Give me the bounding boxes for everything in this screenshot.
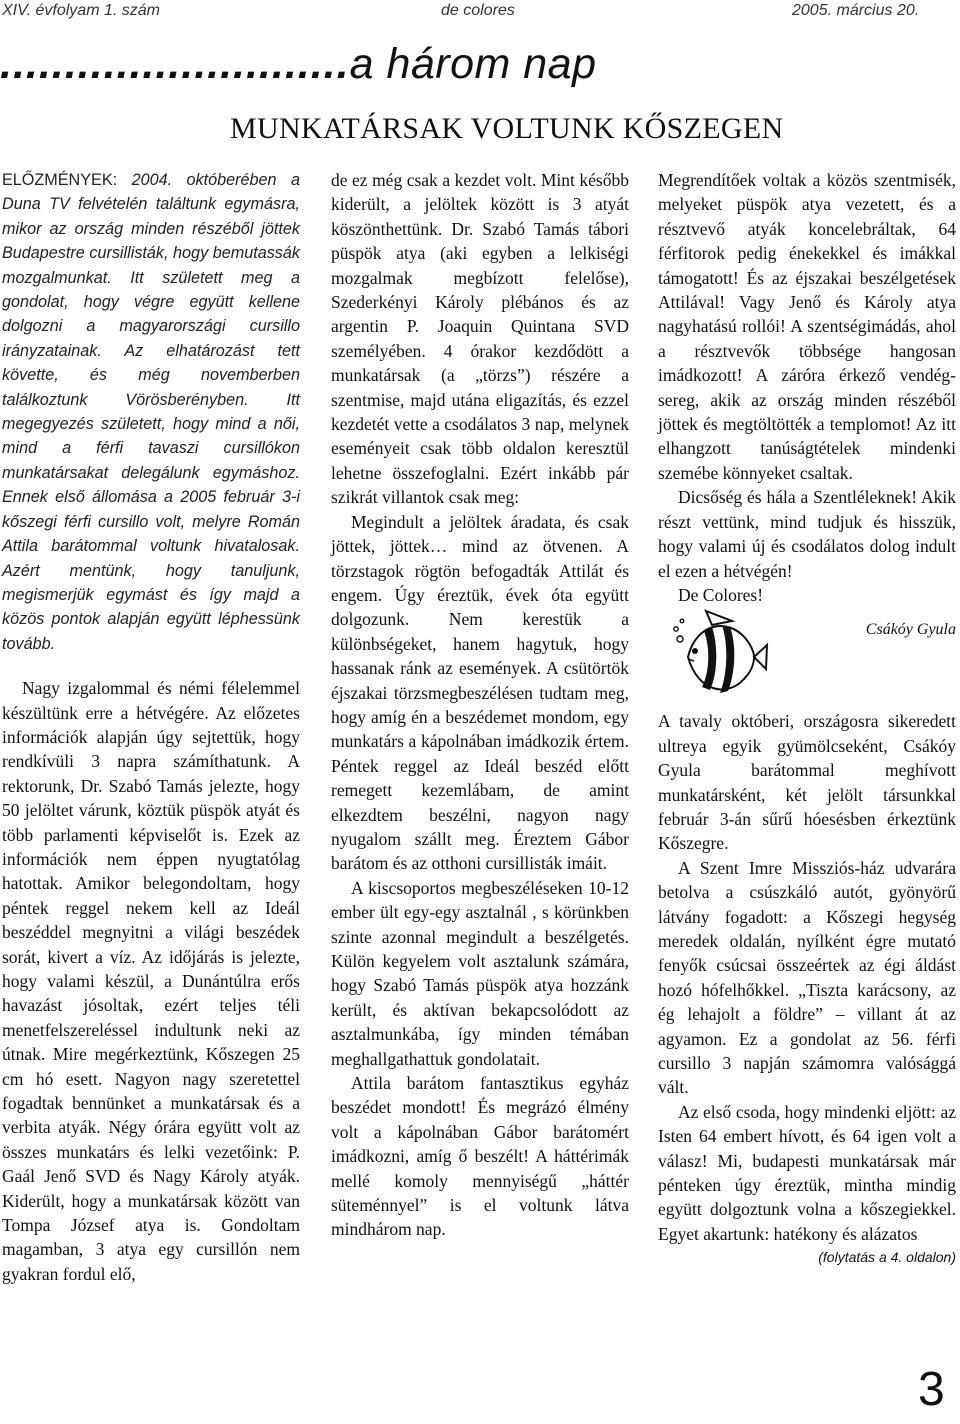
body-paragraph: Megrendítőek voltak a közös szentmisék, melyeket püspök atya vezetett, és a résztvevő atyák koncelebráltak, 64 férfitorok pedig énekekkel és imákkal támogatott! És az éjszakai beszélgetések Attilával! Vagy Jenő és Károly atya nagyhatású rollói! A szentségimádás, ahol a résztvevők többsége hangosan imádkozott! A záróra érkező vendég-sereg, akik az ország minden részéből jöttek és megtöltötték a templomot! Az itt elhangzott tanúságtételek mindenki szemébe könnyeket csaltak. bbox=[658, 170, 956, 483]
intro-text: 2004. októberében a Duna TV felvételén találtunk egymásra, mikor az ország minden részéből jöttek Budapestre cursillisták, hogy bemutassák mozgalmunkat. Itt született meg a gondolat, hogy végre együtt kellene dolgozni a magyarországi cursillo irányzatainak. Az elhatározást tett követte, és még novemberben találkoztunk Vörösberényben. Itt megegyezés született, hogy mind a női, mind a férfi tavaszi cursillókon munkatársakat delegálunk egymáshoz. Ennek első állomása a 2005 február 3-i kőszegi férfi cursillo volt, melyre Román Attila barátommal voltunk hivatalosak. Azért mentünk, hogy tanuljunk, megismerjük egymást és így majd a közös pontok alapján együtt léphessünk tovább. bbox=[2, 171, 300, 653]
issue-date: 2005. március 20. bbox=[792, 2, 920, 19]
publication-name: de colores bbox=[441, 2, 515, 19]
continued-note: (folytatás a 4. oldalon) bbox=[818, 1249, 956, 1266]
body-paragraph: Attila barátom fantasztikus egyház beszédet mondott! És megrázó élmény volt a kápolnában Gábor barátomért imádkozni, amíg ő beszélt! A háttérimák mellé komoly mennyiségű „háttér süteménnyel” is el voltunk látva mindhárom nap. bbox=[331, 1073, 629, 1240]
body-paragraph: A kiscsoportos megbeszéléseken 10-12 ember ült egy-egy asztalnál , s körünkben szinte azonnal megindult a beszélgetés. Külön kegyelem volt asztalunk számára, hogy Szabó Tamás püspök atya hozzánk került, és aktívan bekapcsolódott az asztalmunkába, így minden témában meghallgathattuk gondolatait. bbox=[331, 877, 629, 1069]
body-paragraph: Nagy izgalommal és némi félelemmel készültünk erre a hétvégére. Az előzetes információk alapján úgy sejtettük, hogy rendkívüli 3 napra számíthatunk. A rektorunk, Dr. Szabó Tamás jelezte, hogy 50 jelöltet várunk, köztük püspök atyát és több parlamenti képviselőt is. Ezek az információk nem éppen nyugtatólag hatottak. Amikor belegondoltam, hogy péntek reggel nekem kell az Ideál beszéddel megnyitni a világi beszédek sorát, kivert a víz. Az időjárás is jelezte, hogy valami készül, a Dunántúlra erős havazást jósoltak, ezért teljes téli menetfelszereléssel indultunk neki az útnak. Mire megérkeztünk, Kőszegen 25 cm hó esett. Nagyon nagy szeretettel fogadtak bennünket a munkatársak és a verbita atyák. Négy órára együtt volt az összes munkatárs és lelki vezetőink: P. Gaál Jenő SVD és Nagy Károly atyák. Kiderült, hogy a munkatársak között van Tompa József atya is. Gondoltam magamban, 3 atya egy cursillón nem gyakran fordul elő, bbox=[2, 678, 300, 1284]
signature-block bbox=[658, 607, 956, 709]
column-1 bbox=[2, 168, 300, 1286]
column-3 bbox=[658, 168, 956, 1268]
body-paragraph: A tavaly októberi, országosra sikeredett ultreya egyik gyümölcseként, Csákóy Gyula barátommal meghívott munkatársként, két jelölt társunkkal február 3-án sűrű hóesésben érkeztünk Kőszegre. bbox=[658, 711, 956, 854]
signature-name: Csákóy Gyula bbox=[865, 621, 956, 639]
fish-icon bbox=[670, 609, 770, 705]
section-kicker bbox=[0, 40, 955, 89]
page-number: 3 bbox=[918, 1363, 945, 1416]
body-paragraph: Megindult a jelöltek áradata, és csak jöttek, jöttek… mind az ötvenen. A törzstagok rögtön befogadták Attilát és engem. Úgy éreztük, évek óta együtt dolgozunk. Nem kerestük a különbségeket, hanem hagytuk, hogy hassanak ránk az események. A csütörtök éjszakai törzsmegbeszélésen tudtam meg, hogy amíg én a beszédemet mondom, egy munkatárs a kápolnában imádkozik értem. Péntek reggel az Ideál beszéd előtt remegett kezemlábam, de amint elkezdtem beszélni, nagyon nagy nyugalom szállt meg. Éreztem Gábor barátom és az otthoni cursillisták imáit. bbox=[331, 511, 629, 874]
body-paragraph: A Szent Imre Missziós-ház udvarára betolva a csúszkáló autót, gyönyörű látvány fogadott: a Kőszegi hegység meredek oldalán, nyílként égre mutató fenyők csúcsai összeértek az égi áldást hozó hófelhőkkel. „Tiszta karácsony, az ég lehajolt a földre” – villant át az agyamon. Ez a gondolat az 56. férfi cursillo 3 napján számomra valósággá vált. bbox=[658, 857, 956, 1098]
intro-label: ELŐZMÉNYEK: bbox=[2, 171, 118, 189]
issue-label: XIV. évfolyam 1. szám bbox=[2, 2, 160, 19]
body-paragraph: de ez még csak a kezdet volt. Mint később kiderült, a jelöltek között is 3 atyát köszönthettünk. Dr. Szabó Tamás tábori püspök atya (aki egyben a lelkiségi mozgalmak megbízott felelőse), Szederkényi Károly plébános és az argentin P. Joaquin Quintana SVD személyében. 4 órakor kezdődött a munkatársak (a „törzs”) részére a szentmise, majd utána eligazítás, és ezzel kezdetét vette a csodálatos 3 nap, melynek eseményeit csak több oldalon keresztül lehetne összefoglalni. Ezért inkább pár szikrát villantok csak meg: bbox=[331, 170, 629, 508]
body-paragraph: Dicsőség és hála a Szentléleknek! Akik részt vettünk, mind tudjuk és hisszük, hogy valami új és csodálatos dolog indult el ezen a hétvégén! bbox=[658, 487, 956, 581]
body-paragraph: Az első csoda, hogy mindenki eljött: az Isten 64 embert hívott, és 64 igen volt a válasz! Mi, budapesti munkatársak már pénteken úgy éreztük, mintha mindig együtt dolgoztunk volna a kőszegiekkel. Egyet akartunk: hatékony és alázatos bbox=[658, 1101, 956, 1244]
kicker-text: a három nap bbox=[349, 40, 597, 88]
kicker-dots: ........................... bbox=[0, 40, 350, 88]
column-2 bbox=[331, 168, 629, 1242]
closing-greeting: De Colores! bbox=[678, 584, 764, 605]
article-title: MUNKATÁRSAK VOLTUNK KŐSZEGEN bbox=[230, 112, 784, 145]
intro-paragraph bbox=[2, 168, 300, 656]
